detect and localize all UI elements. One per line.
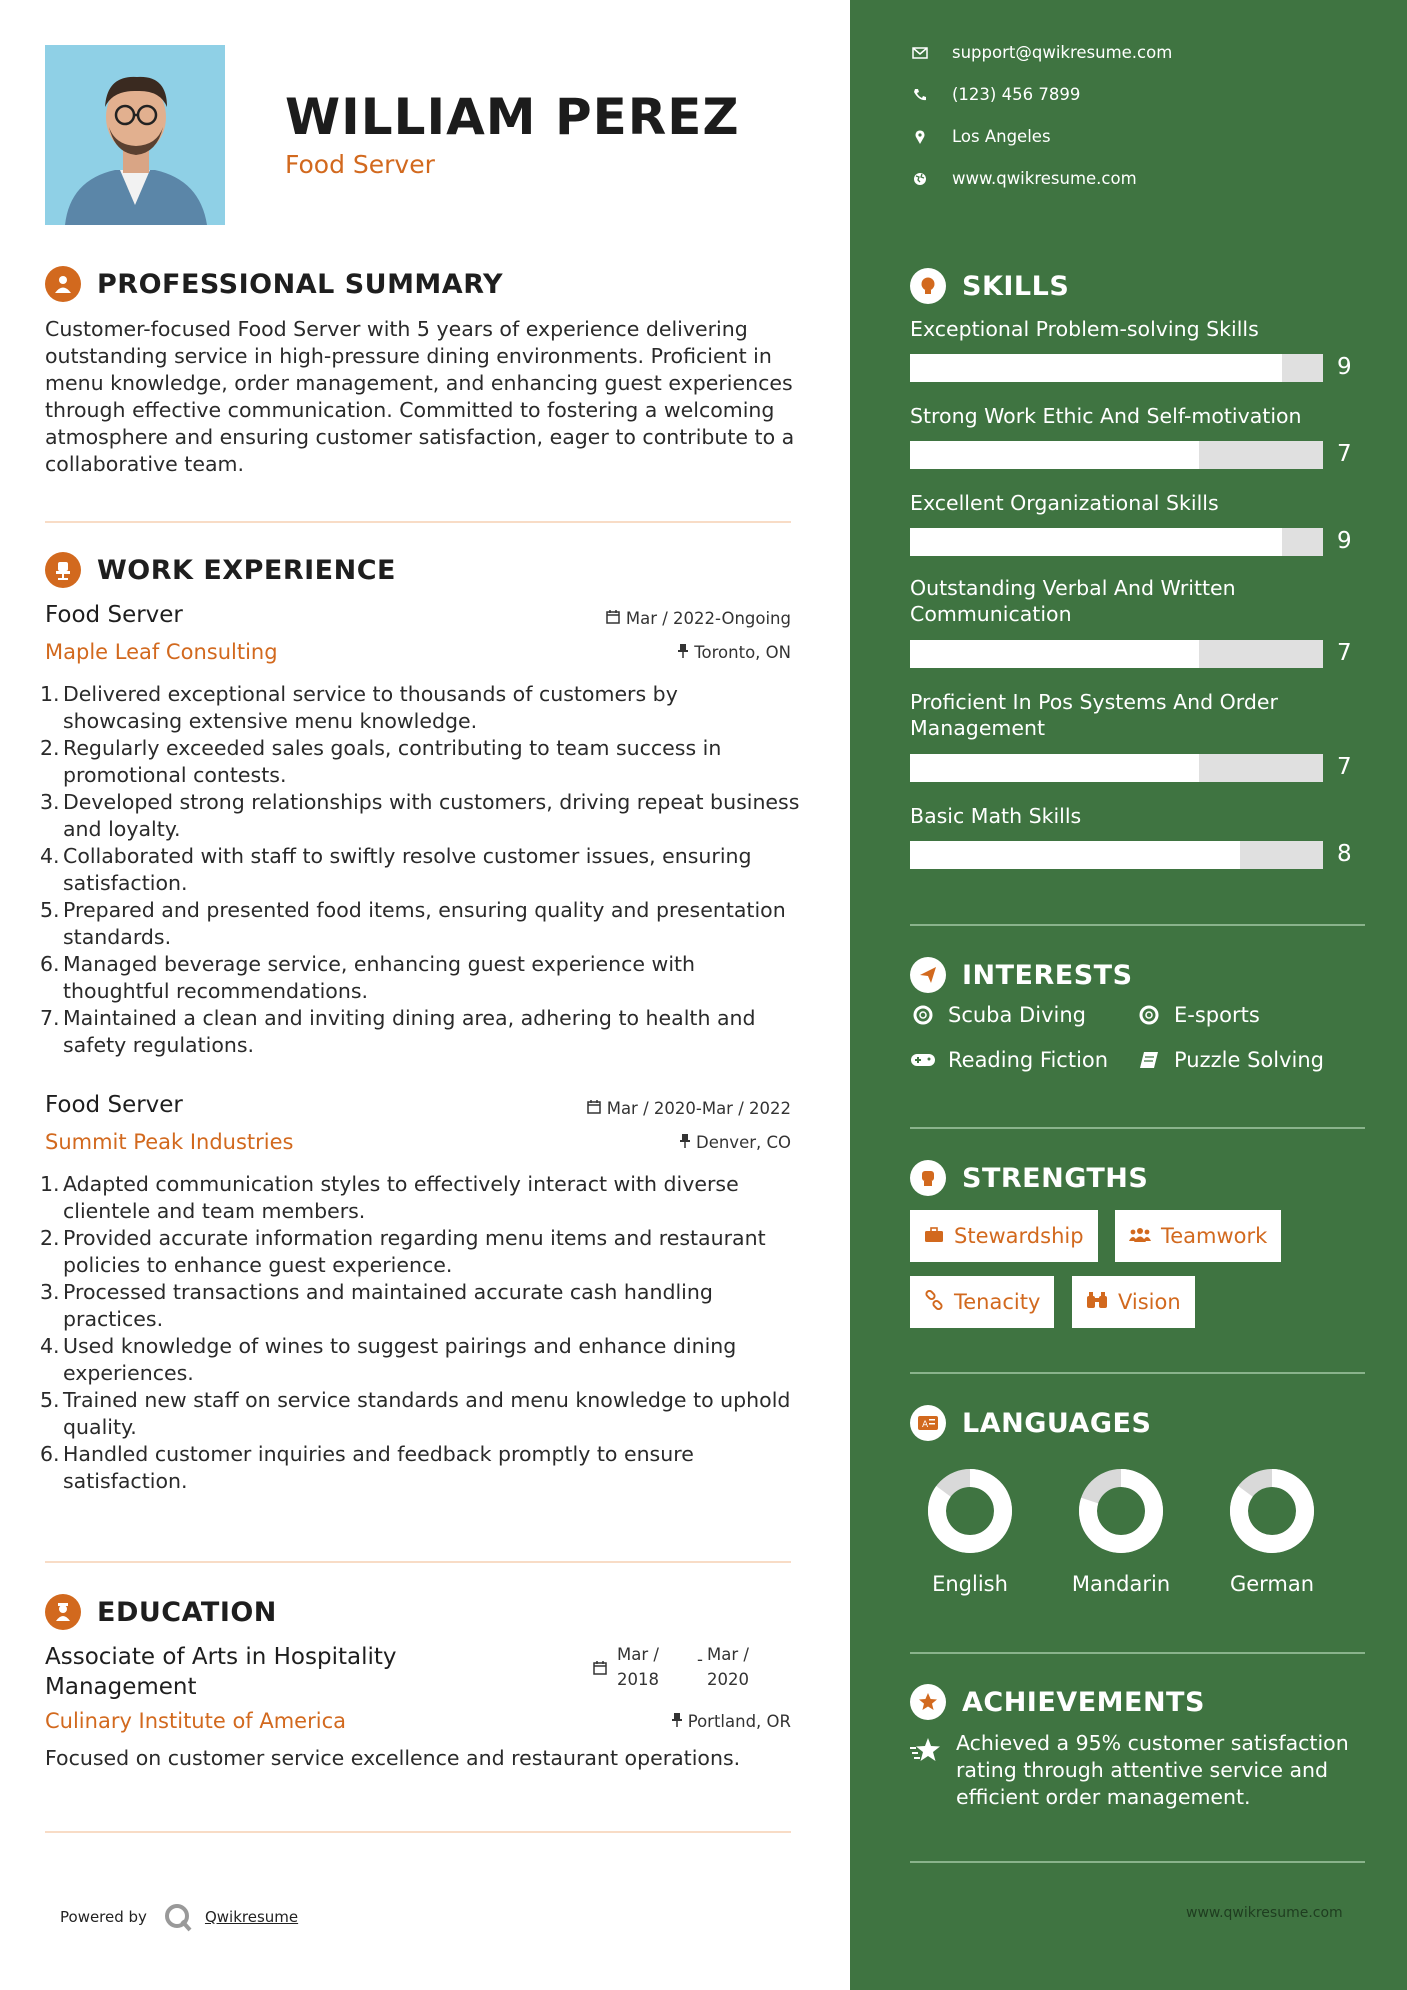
skills-title: SKILLS	[962, 270, 1070, 302]
interest-item: Scuba Diving	[910, 1003, 1086, 1027]
divider	[910, 1372, 1365, 1374]
education-heading	[45, 1594, 277, 1630]
job-duties	[40, 1171, 800, 1495]
phone-icon	[910, 88, 930, 102]
skills-heading	[910, 268, 1069, 304]
qwikresume-logo-icon	[163, 1902, 193, 1932]
pin-icon	[678, 643, 688, 662]
job-location: Toronto, ON	[678, 643, 791, 662]
strength-chip: Vision	[1072, 1276, 1195, 1328]
binoculars-icon	[1086, 1290, 1108, 1314]
skill-bar	[910, 754, 1323, 782]
experience-title: WORK EXPERIENCE	[97, 554, 396, 586]
list-item: 7. Maintained a clean and inviting dining area, adhering to health and safety regulations.	[40, 1006, 756, 1057]
experience-heading	[45, 552, 396, 588]
contact-email: support@qwikresume.com	[910, 43, 1172, 62]
achievement-text: Achieved a 95% customer satisfaction rating through attentive service and efficient order management.	[956, 1731, 1349, 1809]
divider	[45, 521, 791, 523]
footer-website: www.qwikresume.com	[1186, 1905, 1343, 1921]
contact-website: www.qwikresume.com	[910, 169, 1137, 188]
job-title: Food Server	[45, 1092, 183, 1118]
achievements-title: ACHIEVEMENTS	[962, 1686, 1205, 1718]
divider	[910, 1861, 1365, 1863]
strengths-heading	[910, 1160, 1148, 1196]
job-company: Maple Leaf Consulting	[45, 640, 278, 664]
divider	[45, 1561, 791, 1563]
envelope-icon	[910, 47, 930, 59]
education-start: Mar / 2018	[617, 1645, 659, 1689]
skill-value: 9	[1337, 354, 1352, 380]
list-item: 3. Developed strong relationships with customers, driving repeat business and loyalty.	[40, 790, 800, 841]
language-name: German	[1229, 1572, 1315, 1596]
list-item: 6. Managed beverage service, enhancing guest experience with thoughtful recommendations.	[40, 952, 696, 1003]
skill-value: 9	[1337, 528, 1352, 554]
qwikresume-link[interactable]: Qwikresume	[204, 1908, 299, 1926]
list-item: 3. Processed transactions and maintained accurate cash handling practices.	[40, 1280, 713, 1331]
strength-chip: Stewardship	[910, 1210, 1098, 1262]
job-dates: Mar / 2022-Ongoing	[606, 609, 791, 628]
interest-item: E-sports	[1136, 1003, 1260, 1027]
strength-chip: Teamwork	[1115, 1210, 1281, 1262]
summary-text: Customer-focused Food Server with 5 years of experience delivering outstanding service in high-pressure dining environments. Proficient in menu knowledge, order management, and enhancing guest experiences through effective communication. Committed to fostering a welcoming atmosphere and ensuring customer satisfaction, eager to contribute to a collaborative team.	[45, 317, 795, 476]
skill-name: Proficient In Pos Systems And Order Management	[910, 690, 1278, 740]
list-item: 4. Used knowledge of wines to suggest pairings and enhance dining experiences.	[40, 1334, 737, 1385]
life-ring-icon	[910, 1005, 936, 1025]
list-item: 4. Collaborated with staff to swiftly resolve customer issues, ensuring satisfaction.	[40, 844, 752, 895]
divider	[45, 1831, 791, 1833]
languages-heading	[910, 1405, 1151, 1441]
divider	[910, 1652, 1365, 1654]
job-duties	[40, 681, 800, 1059]
interests-title: INTERESTS	[962, 959, 1133, 991]
skill-value: 8	[1337, 841, 1352, 867]
skill-value: 7	[1337, 640, 1352, 666]
school: Culinary Institute of America	[45, 1709, 346, 1733]
interest-item: Puzzle Solving	[1136, 1048, 1324, 1072]
education-dash: -	[697, 1650, 703, 1669]
star-icon	[910, 1736, 942, 1768]
skill-value: 7	[1337, 754, 1352, 780]
job-location: Denver, CO	[680, 1133, 791, 1152]
strength-chip: Tenacity	[910, 1276, 1054, 1328]
education-title: EDUCATION	[97, 1596, 277, 1628]
paper-plane-icon	[910, 957, 946, 993]
list-item: 2. Regularly exceeded sales goals, contributing to team success in promotional contests.	[40, 736, 722, 787]
language-name: English	[932, 1572, 1008, 1596]
job-company: Summit Peak Industries	[45, 1130, 294, 1154]
calendar-icon	[593, 1660, 607, 1679]
book-icon	[1136, 1051, 1162, 1069]
graduate-icon	[45, 1594, 81, 1630]
life-ring-icon	[1136, 1005, 1162, 1025]
skill-name: Outstanding Verbal And Written Communication	[910, 576, 1236, 626]
profile-photo	[45, 45, 225, 225]
education-end: Mar / 2020	[707, 1645, 749, 1689]
link-icon	[924, 1290, 944, 1315]
map-marker-icon	[910, 130, 930, 144]
interests-heading	[910, 957, 1133, 993]
skill-name: Exceptional Problem-solving Skills	[910, 317, 1259, 341]
languages-title: LANGUAGES	[962, 1407, 1152, 1439]
summary-heading	[45, 266, 503, 302]
sidebar	[850, 0, 1407, 1990]
summary-title: PROFESSIONAL SUMMARY	[97, 268, 504, 300]
lightbulb-icon	[910, 268, 946, 304]
pin-icon	[680, 1133, 690, 1152]
interest-item: Reading Fiction	[910, 1048, 1108, 1072]
list-item: 2. Provided accurate information regarding menu items and restaurant policies to enhance guest experience.	[40, 1226, 766, 1277]
language-donut	[1230, 1469, 1314, 1553]
briefcase-chair-icon	[45, 552, 81, 588]
pin-icon	[672, 1712, 682, 1731]
skill-bar	[910, 354, 1323, 382]
job-title: Food Server	[45, 602, 183, 628]
education-text: Focused on customer service excellence and restaurant operations.	[45, 1746, 741, 1770]
list-item: 6. Handled customer inquiries and feedback promptly to ensure satisfaction.	[40, 1442, 694, 1493]
strengths-title: STRENGTHS	[962, 1162, 1149, 1194]
users-icon	[1129, 1224, 1151, 1248]
list-item: 1. Adapted communication styles to effectively interact with diverse clientele and team members.	[40, 1172, 739, 1223]
language-donut	[928, 1469, 1012, 1553]
contact-phone: (123) 456 7899	[910, 85, 1080, 104]
education-location: Portland, OR	[672, 1712, 791, 1731]
powered-by: Powered by Qwikresume	[60, 1902, 298, 1932]
skill-name: Excellent Organizational Skills	[910, 491, 1219, 515]
skill-bar	[910, 528, 1323, 556]
divider	[910, 924, 1365, 926]
candidate-name: WILLIAM PEREZ	[285, 88, 740, 146]
list-item: 5. Trained new staff on service standards and menu knowledge to uphold quality.	[40, 1388, 791, 1439]
list-item: 1. Delivered exceptional service to thousands of customers by showcasing extensive menu knowledge.	[40, 682, 678, 733]
skill-bar	[910, 841, 1323, 869]
skill-bar	[910, 441, 1323, 469]
skill-bar	[910, 640, 1323, 668]
fist-icon	[910, 1160, 946, 1196]
gamepad-icon	[910, 1052, 936, 1068]
skill-value: 7	[1337, 441, 1352, 467]
language-name: Mandarin	[1071, 1572, 1171, 1596]
job-dates: Mar / 2020-Mar / 2022	[587, 1099, 791, 1118]
globe-icon	[910, 172, 930, 186]
calendar-icon	[587, 1099, 601, 1118]
achievements-heading	[910, 1684, 1205, 1720]
candidate-role: Food Server	[285, 150, 435, 179]
degree: Associate of Arts in Hospitality Management	[45, 1644, 397, 1700]
star-badge-icon	[910, 1684, 946, 1720]
user-icon	[45, 266, 81, 302]
skill-name: Basic Math Skills	[910, 804, 1082, 828]
calendar-icon	[606, 609, 620, 628]
briefcase-icon	[924, 1224, 944, 1248]
language-donut	[1079, 1469, 1163, 1553]
language-icon	[910, 1405, 946, 1441]
svg-text:A: A	[922, 1420, 929, 1430]
skill-name: Strong Work Ethic And Self-motivation	[910, 404, 1302, 428]
contact-location: Los Angeles	[910, 127, 1051, 146]
divider	[910, 1127, 1365, 1129]
list-item: 5. Prepared and presented food items, ensuring quality and presentation standards.	[40, 898, 786, 949]
